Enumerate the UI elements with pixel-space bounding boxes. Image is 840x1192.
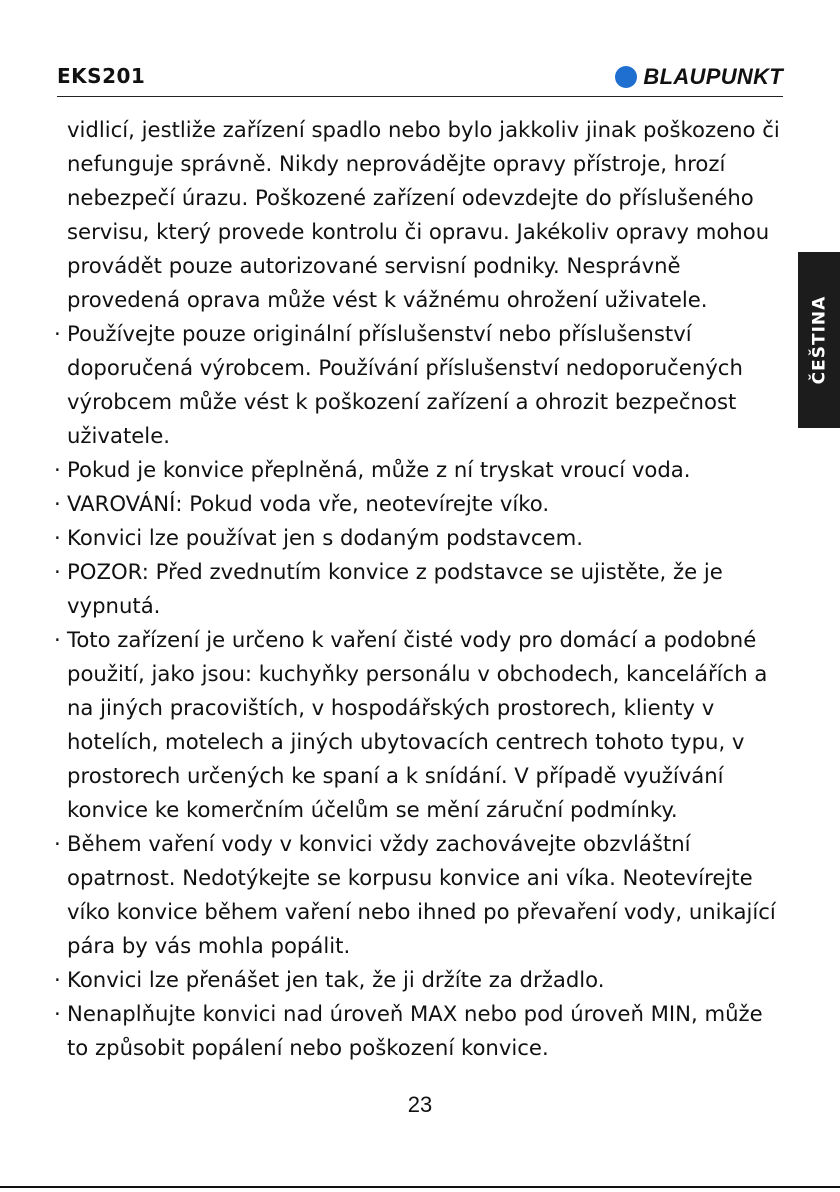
bullet-item: · Toto zařízení je určeno k vaření čisté vody pro domácí a podobné použití, jako jsou: kuchyňky personálu v obchodech, kancelářích a na jiných pracovištích, v hospodářských prostorech, klienty v hotelích, motelech a jiných ubytovacích centrech tohoto typu, v prostorech určených ke spaní a k snídání. V případě využívání konvice ke komerčním účelům se mění záruční podmínky. (55, 623, 785, 827)
brand-logo (615, 64, 783, 90)
bullet-item: · Během vaření vody v konvici vždy zachovávejte obzvláštní opatrnost. Nedotýkejte se korpusu konvice ani víka. Neotevírejte víko konvice během vaření nebo ihned po převaření vody, unikající pára by vás mohla popálit. (55, 827, 785, 963)
continued-paragraph: vidlicí, jestliže zařízení spadlo nebo bylo jakkoliv jinak poškozeno či nefunguje správně. Nikdy neprovádějte opravy přístroje, hrozí nebezpečí úrazu. Poškozené zařízení odevzdejte do příslušeného servisu, který provede kontrolu či opravu. Jakékoliv opravy mohou provádět pouze autorizované servisní podniky. Nesprávně provedená oprava může vést k vážnému ohrožení uživatele. (67, 117, 780, 312)
bullet-item: · Konvici lze používat jen s dodaným podstavcem. (55, 521, 785, 555)
language-tab (798, 252, 840, 428)
bullet-item: · Nenaplňujte konvici nad úroveň MAX nebo pod úroveň MIN, může to způsobit popálení nebo poškození konvice. (55, 997, 785, 1065)
bullet-item: · Konvici lze přenášet jen tak, že ji držíte za držadlo. (55, 963, 785, 997)
model-name: EKS201 (57, 64, 146, 88)
brand-wordmark: BLAUPUNKT (643, 64, 783, 89)
bullet-item: · POZOR: Před zvednutím konvice z podstavce se ujistěte, že je vypnutá. (55, 555, 785, 623)
header-divider (57, 96, 783, 97)
bullet-item: · VAROVÁNÍ: Pokud voda vře, neotevírejte víko. (55, 487, 785, 521)
bullet-item: · Používejte pouze originální příslušenství nebo příslušenství doporučená výrobcem. Používání příslušenství nedoporučených výrobcem může vést k poškození zařízení a ohrozit bezpečnost uživatele. (55, 317, 785, 453)
language-tab-label: ČEŠTINA (809, 295, 830, 385)
brand-logo-dot-icon (615, 66, 637, 88)
footer-divider (0, 1186, 840, 1188)
safety-bullet-list (55, 317, 785, 1065)
bullet-item: · Pokud je konvice přeplněná, může z ní tryskat vroucí voda. (55, 453, 785, 487)
page-content (55, 113, 785, 1065)
page-number: 23 (407, 1092, 433, 1117)
